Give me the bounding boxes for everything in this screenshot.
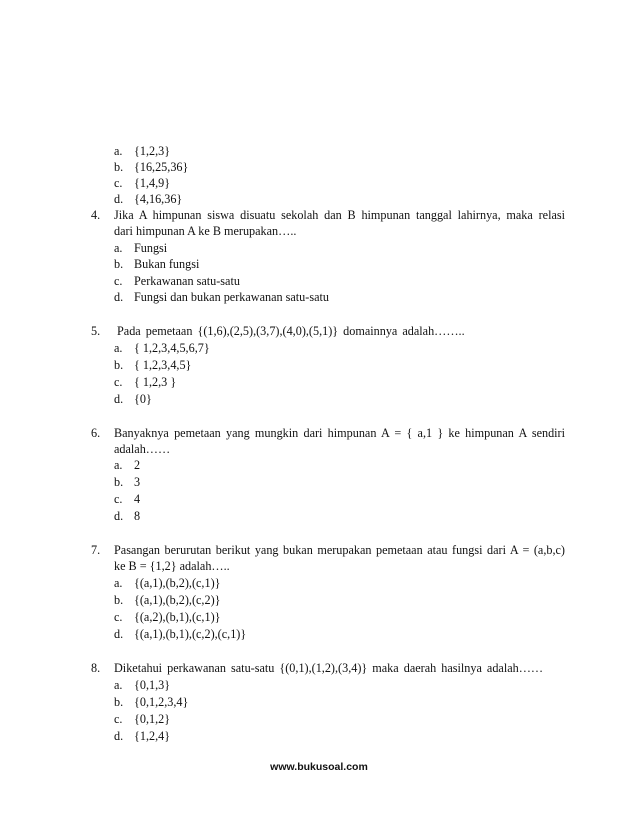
question-text-continued: adalah…… (114, 442, 171, 456)
option-letter: b. (114, 695, 124, 709)
question-text-continued: dari himpunan A ke B merupakan….. (114, 224, 297, 238)
option-text: {16,25,36} (134, 160, 189, 174)
option-text: { 1,2,3,4,5} (134, 358, 192, 372)
option-text: {(a,2),(b,1),(c,1)} (134, 610, 221, 624)
option-text: Fungsi dan bukan perkawanan satu-satu (134, 290, 329, 304)
option-letter: a. (114, 144, 123, 158)
option-letter: a. (114, 458, 123, 472)
question-text: Pasangan berurutan berikut yang bukan merupakan pemetaan atau fungsi dari A = (a,b,c) (114, 543, 565, 557)
option-letter: c. (114, 610, 123, 624)
option-text: {0,1,2} (134, 712, 171, 726)
option-letter: c. (114, 712, 123, 726)
option-text: {1,2,3} (134, 144, 171, 158)
question-text: Diketahui perkawanan satu-satu {(0,1),(1,2),(3,4)} maka daerah hasilnya adalah…… (114, 661, 544, 675)
option-text: { 1,2,3,4,5,6,7} (134, 341, 210, 355)
option-text: Perkawanan satu-satu (134, 274, 240, 288)
option-letter: d. (114, 192, 124, 206)
option-letter: d. (114, 392, 124, 406)
option-letter: d. (114, 627, 124, 641)
question-number: 4. (91, 208, 101, 222)
option-text: {4,16,36} (134, 192, 183, 206)
question-text-continued: ke B = {1,2} adalah….. (114, 559, 230, 573)
option-text: {0,1,2,3,4} (134, 695, 189, 709)
option-letter: b. (114, 475, 124, 489)
option-text: { 1,2,3 } (134, 375, 177, 389)
option-text: {1,4,9} (134, 176, 171, 190)
option-letter: a. (114, 576, 123, 590)
option-letter: c. (114, 492, 123, 506)
option-text: 3 (134, 475, 141, 489)
option-letter: c. (114, 375, 123, 389)
option-letter: b. (114, 257, 124, 271)
option-text: {(a,1),(b,1),(c,2),(c,1)} (134, 627, 247, 641)
option-letter: b. (114, 160, 124, 174)
option-letter: d. (114, 729, 124, 743)
option-text: {0} (134, 392, 152, 406)
option-letter: c. (114, 176, 123, 190)
option-letter: a. (114, 241, 123, 255)
option-letter: d. (114, 290, 124, 304)
option-letter: d. (114, 509, 124, 523)
option-letter: b. (114, 593, 124, 607)
option-letter: b. (114, 358, 124, 372)
question-text: Jika A himpunan siswa disuatu sekolah dan B himpunan tanggal lahirnya, maka relasi (114, 208, 565, 222)
option-text: {0,1,3} (134, 678, 171, 692)
question-number: 8. (91, 661, 101, 675)
footer-url: www.bukusoal.com (270, 761, 368, 773)
option-text: {(a,1),(b,2),(c,2)} (134, 593, 221, 607)
question-number: 5. (91, 324, 101, 338)
option-letter: a. (114, 678, 123, 692)
option-text: Bukan fungsi (134, 257, 200, 271)
question-number: 7. (91, 543, 101, 557)
option-text: {1,2,4} (134, 729, 171, 743)
option-letter: c. (114, 274, 123, 288)
option-text: 4 (134, 492, 141, 506)
option-text: 2 (134, 458, 141, 472)
option-text: 8 (134, 509, 141, 523)
option-text: Fungsi (134, 241, 168, 255)
question-text: Pada pemetaan {(1,6),(2,5),(3,7),(4,0),(5,1)} domainnya adalah…….. (117, 324, 465, 338)
question-number: 6. (91, 426, 101, 440)
option-letter: a. (114, 341, 123, 355)
option-text: {(a,1),(b,2),(c,1)} (134, 576, 221, 590)
question-text: Banyaknya pemetaan yang mungkin dari himpunan A = { a,1 } ke himpunan A sendiri (114, 426, 565, 440)
